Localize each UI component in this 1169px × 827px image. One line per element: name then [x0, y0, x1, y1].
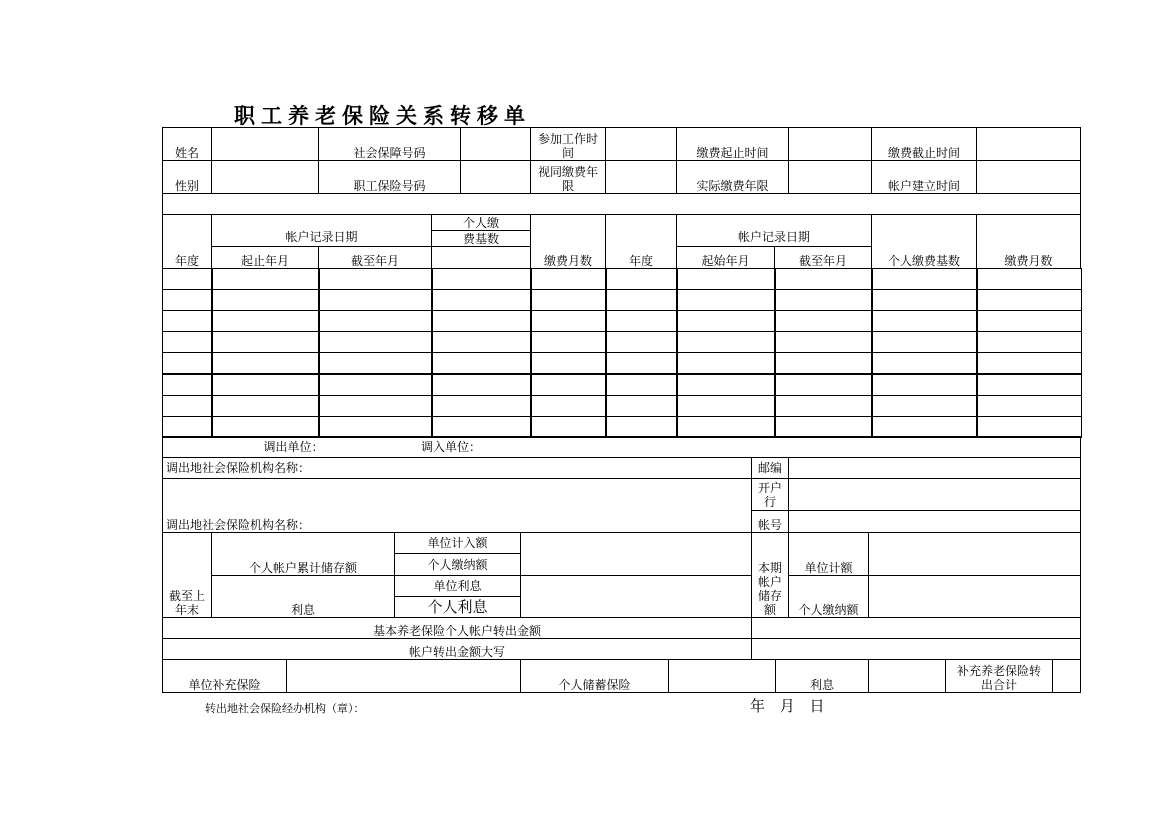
start-label-left: 起止年月 — [211, 246, 319, 269]
gender-label: 性别 — [162, 160, 212, 194]
record-cell[interactable] — [530, 268, 607, 290]
personal-savings-label: 个人储蓄保险 — [520, 659, 669, 693]
record-cell[interactable] — [318, 331, 433, 353]
date-label: 年 月 日 — [750, 697, 825, 715]
agency-seal-label: 转出地社会保险经办机构（章）： — [205, 702, 365, 715]
unit-interest-label: 单位利息 — [394, 575, 521, 597]
name-label: 姓名 — [162, 127, 212, 161]
base-label-bottom: 费基数 — [431, 230, 531, 247]
record-date-label-left: 帐户记录日期 — [211, 214, 432, 247]
insurance-no-field[interactable] — [460, 160, 531, 194]
deemed-years-field[interactable] — [605, 160, 677, 194]
record-cell[interactable] — [530, 395, 607, 417]
record-cell[interactable] — [530, 310, 607, 332]
personal-paid-value[interactable] — [868, 575, 1081, 618]
record-cell[interactable] — [871, 395, 978, 417]
pay-start-field[interactable] — [788, 127, 872, 161]
transfer-amount-value[interactable] — [751, 617, 1081, 639]
record-cell[interactable] — [605, 310, 678, 332]
deemed-years-label: 视同缴费年 限 — [530, 160, 606, 194]
year-label-left: 年度 — [162, 214, 212, 269]
actual-years-label: 实际缴费年限 — [676, 160, 789, 194]
record-cell[interactable] — [605, 331, 678, 353]
record-cell[interactable] — [976, 395, 1082, 417]
record-cell[interactable] — [318, 268, 433, 290]
form-title: 职工养老保险关系转移单 — [234, 103, 531, 128]
record-cell[interactable] — [530, 374, 607, 396]
record-cell[interactable] — [431, 352, 532, 374]
start-label-right: 起始年月 — [676, 246, 775, 269]
record-cell[interactable] — [676, 268, 776, 290]
record-cell[interactable] — [318, 416, 433, 438]
record-cell[interactable] — [976, 416, 1082, 438]
record-cell[interactable] — [431, 331, 532, 353]
end-label-right: 截至年月 — [774, 246, 872, 269]
record-cell[interactable] — [676, 289, 776, 311]
gender-field[interactable] — [211, 160, 319, 194]
record-cell[interactable] — [871, 374, 978, 396]
record-cell[interactable] — [871, 268, 978, 290]
record-cell[interactable] — [774, 395, 873, 417]
pay-start-label: 缴费起止时间 — [676, 127, 789, 161]
personal-base-label: 个人缴费基数 — [871, 214, 977, 269]
postcode-field[interactable] — [788, 457, 1081, 479]
amount-words-label: 帐户转出金额大写 — [162, 638, 752, 660]
record-cell[interactable] — [431, 395, 532, 417]
base-label-top: 个人缴 — [431, 214, 531, 231]
supp-total-value[interactable] — [1052, 659, 1081, 693]
record-cell[interactable] — [871, 416, 978, 438]
postcode-label: 邮编 — [751, 457, 789, 479]
record-cell[interactable] — [676, 310, 776, 332]
interest-value[interactable] — [520, 575, 752, 618]
record-cell[interactable] — [162, 395, 213, 417]
unit-count-label: 单位计额 — [788, 532, 869, 576]
record-cell[interactable] — [676, 416, 776, 438]
end-label-left: 截至年月 — [318, 246, 432, 269]
record-cell[interactable] — [871, 352, 978, 374]
record-cell[interactable] — [530, 352, 607, 374]
record-cell[interactable] — [871, 289, 978, 311]
cumulative-label: 个人帐户累计储存额 — [211, 532, 395, 576]
months-label-left: 缴费月数 — [530, 214, 606, 269]
year-label-right: 年度 — [605, 214, 677, 269]
as-of-label: 截至上 年末 — [162, 532, 212, 618]
record-cell[interactable] — [162, 310, 213, 332]
record-cell[interactable] — [211, 268, 320, 290]
insurance-no-label: 职工保险号码 — [318, 160, 461, 194]
ssn-field[interactable] — [460, 127, 531, 161]
record-cell[interactable] — [162, 289, 213, 311]
record-cell[interactable] — [530, 416, 607, 438]
unit-supp-value[interactable] — [286, 659, 521, 693]
record-cell[interactable] — [976, 289, 1082, 311]
record-cell[interactable] — [871, 331, 978, 353]
supp-interest-label: 利息 — [775, 659, 869, 693]
record-cell[interactable] — [774, 289, 873, 311]
record-cell[interactable] — [605, 352, 678, 374]
record-cell[interactable] — [318, 310, 433, 332]
amount-words-value[interactable] — [751, 638, 1081, 660]
record-date-label-right: 帐户记录日期 — [676, 214, 872, 247]
record-cell[interactable] — [211, 310, 320, 332]
bank-field[interactable] — [788, 478, 1081, 511]
unit-count-value[interactable] — [868, 532, 1081, 576]
agency-label-top: 调出地社会保险机构名称： — [162, 457, 752, 479]
account-label: 帐号 — [751, 510, 789, 533]
record-cell[interactable] — [774, 352, 873, 374]
work-start-field[interactable] — [605, 127, 677, 161]
bank-label: 开户 行 — [751, 478, 789, 511]
record-cell[interactable] — [530, 289, 607, 311]
record-cell[interactable] — [976, 331, 1082, 353]
record-cell[interactable] — [976, 352, 1082, 374]
pay-end-label: 缴费截止时间 — [871, 127, 977, 161]
account-field[interactable] — [788, 510, 1081, 533]
actual-years-field[interactable] — [788, 160, 872, 194]
personal-paid-label: 个人缴纳额 — [394, 553, 521, 576]
record-cell[interactable] — [605, 416, 678, 438]
record-cell[interactable] — [162, 352, 213, 374]
record-cell[interactable] — [162, 331, 213, 353]
record-cell[interactable] — [871, 310, 978, 332]
personal-interest-label: 个人利息 — [394, 596, 521, 618]
record-cell[interactable] — [431, 310, 532, 332]
record-cell[interactable] — [162, 374, 213, 396]
record-cell[interactable] — [605, 268, 678, 290]
record-cell[interactable] — [605, 374, 678, 396]
record-cell[interactable] — [431, 374, 532, 396]
personal-savings-value[interactable] — [668, 659, 776, 693]
base-value-cell — [431, 246, 531, 269]
record-cell[interactable] — [676, 352, 776, 374]
record-cell[interactable] — [211, 374, 320, 396]
account-open-label: 帐户建立时间 — [871, 160, 977, 194]
record-cell[interactable] — [605, 289, 678, 311]
interest-label: 利息 — [211, 575, 395, 618]
record-cell[interactable] — [774, 268, 873, 290]
in-unit-label: 调入单位： — [421, 440, 482, 454]
record-cell[interactable] — [976, 310, 1082, 332]
record-cell[interactable] — [211, 395, 320, 417]
record-cell[interactable] — [318, 352, 433, 374]
record-cell[interactable] — [605, 395, 678, 417]
record-cell[interactable] — [976, 268, 1082, 290]
record-cell[interactable] — [431, 416, 532, 438]
record-cell[interactable] — [676, 395, 776, 417]
supp-interest-value[interactable] — [868, 659, 946, 693]
record-cell[interactable] — [676, 374, 776, 396]
record-cell[interactable] — [318, 289, 433, 311]
record-cell[interactable] — [318, 395, 433, 417]
record-cell[interactable] — [774, 374, 873, 396]
record-cell[interactable] — [431, 289, 532, 311]
record-cell[interactable] — [774, 331, 873, 353]
work-start-label: 参加工作时 间 — [530, 127, 606, 161]
record-cell[interactable] — [530, 331, 607, 353]
record-cell[interactable] — [774, 416, 873, 438]
blank-row — [162, 193, 1081, 215]
record-cell[interactable] — [211, 331, 320, 353]
record-cell[interactable] — [211, 416, 320, 438]
unit-credit-label: 单位计入额 — [394, 532, 521, 554]
transfer-amount-label: 基本养老保险个人帐户转出金额 — [162, 617, 752, 639]
record-cell[interactable] — [318, 374, 433, 396]
pay-end-field[interactable] — [976, 127, 1081, 161]
record-cell[interactable] — [676, 331, 776, 353]
cumulative-value[interactable] — [520, 532, 752, 576]
unit-supp-label: 单位补充保险 — [162, 659, 287, 693]
record-cell[interactable] — [774, 310, 873, 332]
record-cell[interactable] — [211, 352, 320, 374]
supp-total-label: 补充养老保险转 出合计 — [945, 659, 1053, 693]
months-label-right: 缴费月数 — [976, 214, 1081, 269]
record-cell[interactable] — [211, 289, 320, 311]
ssn-label: 社会保障号码 — [318, 127, 461, 161]
period-label: 本期 帐户 储存 额 — [751, 532, 789, 618]
agency-label-bottom: 调出地社会保险机构名称： — [162, 478, 752, 533]
name-field[interactable] — [211, 127, 319, 161]
out-unit-label: 调出单位： — [263, 440, 324, 454]
record-cell[interactable] — [431, 268, 532, 290]
personal-paid-label-right: 个人缴纳额 — [788, 575, 869, 618]
record-cell[interactable] — [976, 374, 1082, 396]
transfer-units-row — [162, 436, 1081, 458]
record-cell[interactable] — [162, 416, 213, 438]
record-cell[interactable] — [162, 268, 213, 290]
account-open-field[interactable] — [976, 160, 1081, 194]
